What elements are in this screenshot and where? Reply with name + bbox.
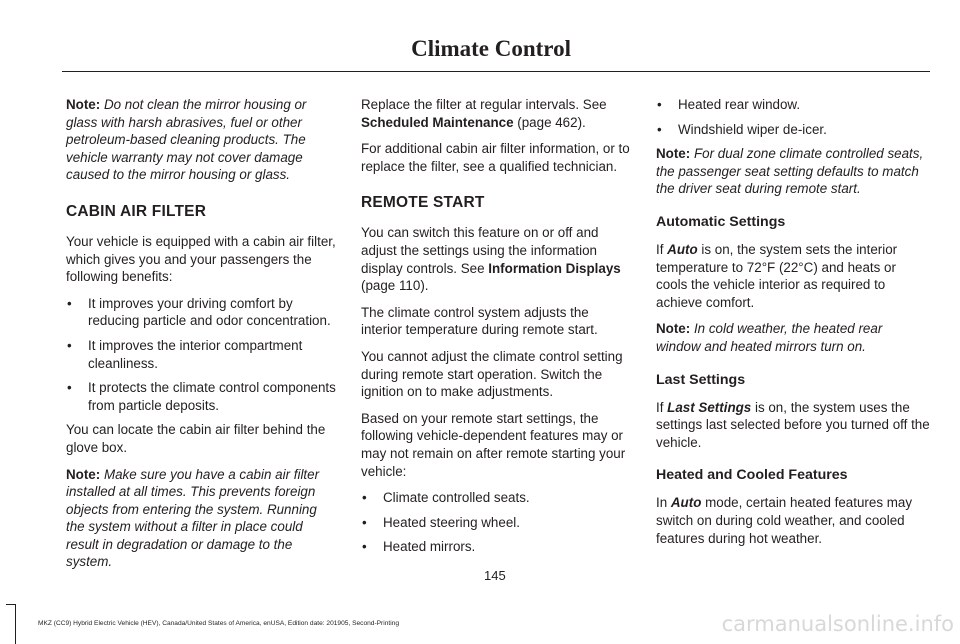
features-list [361, 489, 633, 556]
list-item: • Heated rear window. [657, 97, 801, 112]
list-item: • Windshield wiper de-icer. [657, 121, 827, 137]
heading-cabin-air-filter: CABIN AIR FILTER [66, 202, 207, 220]
heading-heated-cooled: Heated and Cooled Features [656, 467, 848, 484]
heading-remote-start: REMOTE START [361, 194, 485, 212]
cabin-filter-intro: Your vehicle is equipped with a cabin air filter, which gives you and your passengers the following benefits: [66, 233, 336, 285]
cannot-adjust: You cannot adjust the climate control setting during remote start operation. Switch the ignition on to make adjustments. [361, 348, 623, 400]
crop-mark [6, 604, 16, 644]
footer-edition-info: MKZ (CC9) Hybrid Electric Vehicle (HEV), Canada/United States of America, enUSA, Edition date: 201905, Second-Printing [38, 620, 399, 627]
auto-description: If Auto is on, the system sets the interior temperature to 72°F (22°C) and heats or cools the vehicle interior as required to achieve comfort. [656, 241, 898, 310]
column-2 [361, 96, 633, 563]
list-item: • It improves the interior compartment cleanliness. [67, 337, 303, 371]
list-item: • Heated steering wheel. [362, 514, 520, 530]
list-item: • Climate controlled seats. [362, 490, 530, 506]
list-item: • Heated mirrors. [362, 539, 476, 555]
heading-last-settings: Last Settings [656, 371, 746, 388]
note-dual-zone: Note: For dual zone climate controlled seats, the passenger seat setting defaults to match the driver seat during remote start. [656, 146, 924, 197]
replace-filter: Replace the filter at regular intervals. See Scheduled Maintenance (page 462). [361, 97, 607, 130]
note-cold-weather: Note: In cold weather, the heated rear window and heated mirrors turn on. [656, 321, 883, 354]
link-scheduled-maintenance[interactable]: Scheduled Maintenance [361, 114, 514, 130]
switch-feature: You can switch this feature on or off and adjust the settings using the information display controls. See Information Displays (page 110). [361, 225, 621, 294]
column-1 [66, 96, 338, 580]
benefits-list [66, 295, 338, 415]
adjusts-temperature: The climate control system adjusts the interior temperature during remote start. [361, 304, 598, 338]
watermark: carmanualsonline.info [721, 612, 954, 636]
heading-automatic-settings: Automatic Settings [656, 213, 786, 230]
features-list-continued [656, 96, 930, 138]
header-rule [62, 71, 930, 72]
page-number: 145 [484, 568, 506, 583]
list-item: • It improves your driving comfort by reducing particle and odor concentration. [67, 295, 331, 329]
locate-filter: You can locate the cabin air filter behind the glove box. [66, 422, 326, 455]
additional-info: For additional cabin air filter information, or to replace the filter, see a qualified technician. [361, 141, 630, 174]
last-settings-description: If Last Settings is on, the system uses the settings last selected before you turned off the vehicle. [656, 399, 930, 450]
page-title: Climate Control [411, 36, 571, 61]
note-filter: Note: Make sure you have a cabin air filter installed at all times. This prevents foreign objects from entering the system. Running the system without a filter in place could result in degradation or damage to the system. [66, 466, 320, 570]
column-3 [656, 96, 930, 556]
list-item: • It protects the climate control components from particle deposits. [67, 380, 336, 413]
heated-cooled-description: In Auto mode, certain heated features may switch on during cold weather, and cooled features during hot weather. [656, 495, 913, 546]
note-mirror: Note: Do not clean the mirror housing or glass with harsh abrasives, fuel or other petroleum-based cleaning products. The vehicle warranty may not cover damage caused to the mirror housing or glass. [66, 97, 307, 183]
link-information-displays[interactable]: Information Displays [488, 260, 621, 276]
based-on-settings: Based on your remote start settings, the following vehicle-dependent features may or may not remain on after remote starting your vehicle: [361, 410, 626, 479]
